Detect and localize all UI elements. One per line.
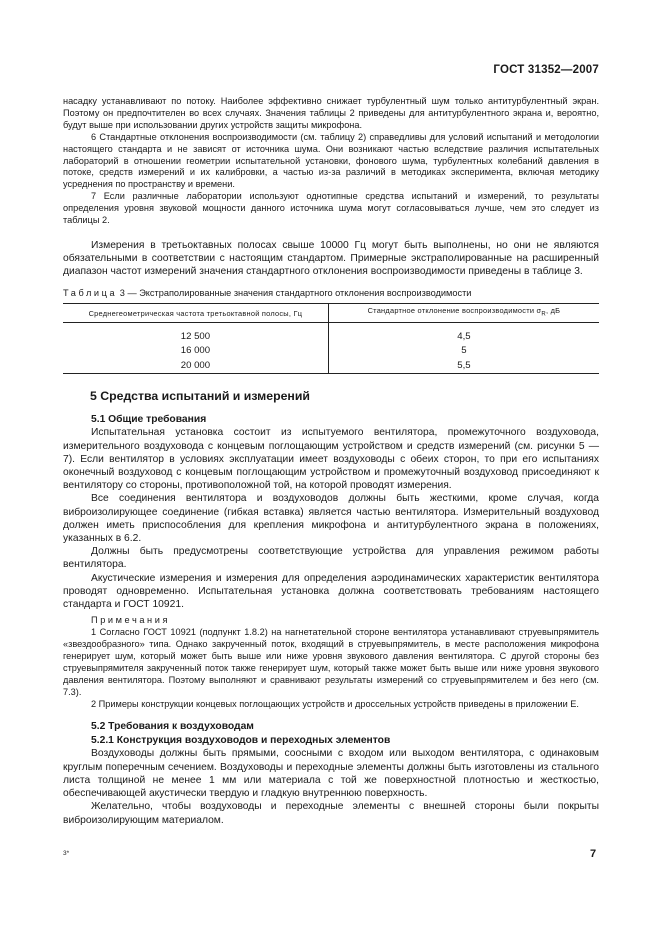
paragraph: Должны быть предусмотрены соответствующие устройства для управления режимом работы вентилятора. [63,546,599,571]
page-content [63,96,599,827]
table-row [63,358,599,374]
paragraph: Акустические измерения и измерения для определения аэродинамических характеристик вентилятора проводят одновременно. Испытательная установка должна соответствовать требованиям настоящего стандарта и ГОСТ 10921. [63,572,599,611]
table-caption: 3 — Экстраполированные значения стандартного отклонения воспроизводимости [119,287,472,298]
paragraph: Все соединения вентилятора и воздуховодов должны быть жесткими, кроме случая, когда виброизолирующее соединение (гибкая вставка) является частью вентилятора. Измерительный воздуховод должен иметь приспособления для крепления микрофона и антитурбулентного экрана в положениях, указанных в 6.2. [63,493,599,545]
table-cell-frequency: 20 000 [63,358,328,374]
sheet-mark: 3* [63,850,70,857]
table-header-sigma [328,304,599,323]
note-6: 6 Стандартные отклонения воспроизводимости (см. таблицу 2) справедливы для условий испытаний и методологии настоящего стандарта и не зависят от источника шума. Они возникают частью вследствие различия испытательных лабораторий в отношении геометрии испытательной установки, фонового шума, турбулентных колебаний давления в потоке, средств измерений и их калибровки, а частью из-за различий в методиках эксперимента, включая методику усреднения по пространству и времени. [63,131,599,190]
table-row [63,343,599,358]
table-cell-sigma: 5,5 [328,358,599,374]
sigma-unit: , дБ [545,306,561,316]
table-cell-sigma: 5 [461,345,467,357]
sigma-label: Стандартное отклонение воспроизводимости σ [367,306,542,316]
subsection-5-1-heading: 5.1 Общие требования [91,414,207,426]
table-cell-frequency: 16 000 [63,343,328,358]
table-header-frequency: Среднегеометрическая частота третьоктавной полосы, Гц [63,304,328,323]
table-label: Таблица [63,287,118,298]
paragraph-extrapolation: Измерения в третьоктавных полосах свыше 10000 Гц могут быть выполнены, но они не являются обязательными в соответствии с настоящим стандартом. Примерные экстраполированные на расширенный диапазон частот измерений значения стандартного отклонения воспроизводимости приведены в таблице 3. [63,239,599,278]
note-2: 2 Примеры конструкции концевых поглощающих устройств и дроссельных устройств приведены в приложении Е. [91,698,579,709]
subsection-5-2-1-heading: 5.2.1 Конструкция воздуховодов и переходных элементов [91,735,391,747]
note-1: 1 Согласно ГОСТ 10921 (подпункт 1.8.2) на нагнетательной стороне вентилятора устанавливают струевыпрямитель «звездообразного» типа. Однако закрученный поток, входящий в струевыпрямитель, в месте расположения микрофона генерирует шум, который может быть выше или ниже уровня звукового давления вентилятора. С другой стороны без струевыпрямителя закрученный поток также генерирует шум, который также может быть выше или ниже уровня звукового давления вентилятора. Поэтому выполняют и сравнивают результаты измерений со струевыпрямителем и без него (см. 7.3). [63,627,599,697]
paragraph: Воздуховоды должны быть прямыми, соосными с входом или выходом вентилятора, с одинаковым круглым поперечным сечением. Воздуховоды и переходные элементы должны быть изготовлены из стального листа толщиной не менее 1 мм или материала с той же поверхностной плотностью и жесткостью, обеспечивающей акустически твердую и гладкую внутреннюю поверхность. [63,748,599,800]
subsection-5-2-heading: 5.2 Требования к воздуховодам [91,721,254,733]
paragraph: Желательно, чтобы воздуховоды и переходные элементы с внешней стороны были покрыты виброизолирующим материалом. [63,801,599,826]
table-row [63,323,599,344]
table-cell-frequency: 12 500 [63,323,328,344]
note-7: 7 Если различные лаборатории используют однотипные средства испытаний и измерений, то результаты определения уровня звуковой мощности данного источника шума могут согласовываться лучше, чем это следует из таблицы 2. [63,191,599,226]
table-cell-sigma: 4,5 [457,331,471,343]
sigma-subscript: R [541,311,546,318]
table-3 [63,303,599,374]
page-number: 7 [590,848,597,860]
section-5-heading: 5 Средства испытаний и измерений [90,389,310,404]
paragraph: насадку устанавливают по потоку. Наиболее эффективно снижает турбулентный шум только антитурбулентный экран. Поэтому он предпочтителен во всех случаях. Значения таблицы 2 приведены для антитурбулентного экрана и, вероятно, будут выше при использовании других устройств защиты микрофона. [63,96,599,130]
table-3-title [63,288,599,300]
paragraph: Испытательная установка состоит из испытуемого вентилятора, промежуточного воздуховода, измерительного воздуховода с концевым поглощающим устройством и средств измерений (см. рисунки 5 — 7). Если вентилятор в условиях эксплуатации имеет воздуховоды с обеих сторон, то при его испытаниях оконечный воздуховод с концевым поглощающим устройством и промежуточный воздуховод присоединяют к вентилятору со стороны, противоположной той, на которой проводят измерения. [63,427,599,492]
document-code: ГОСТ 31352—2007 [493,64,599,76]
notes-heading: Примечания [91,615,171,626]
